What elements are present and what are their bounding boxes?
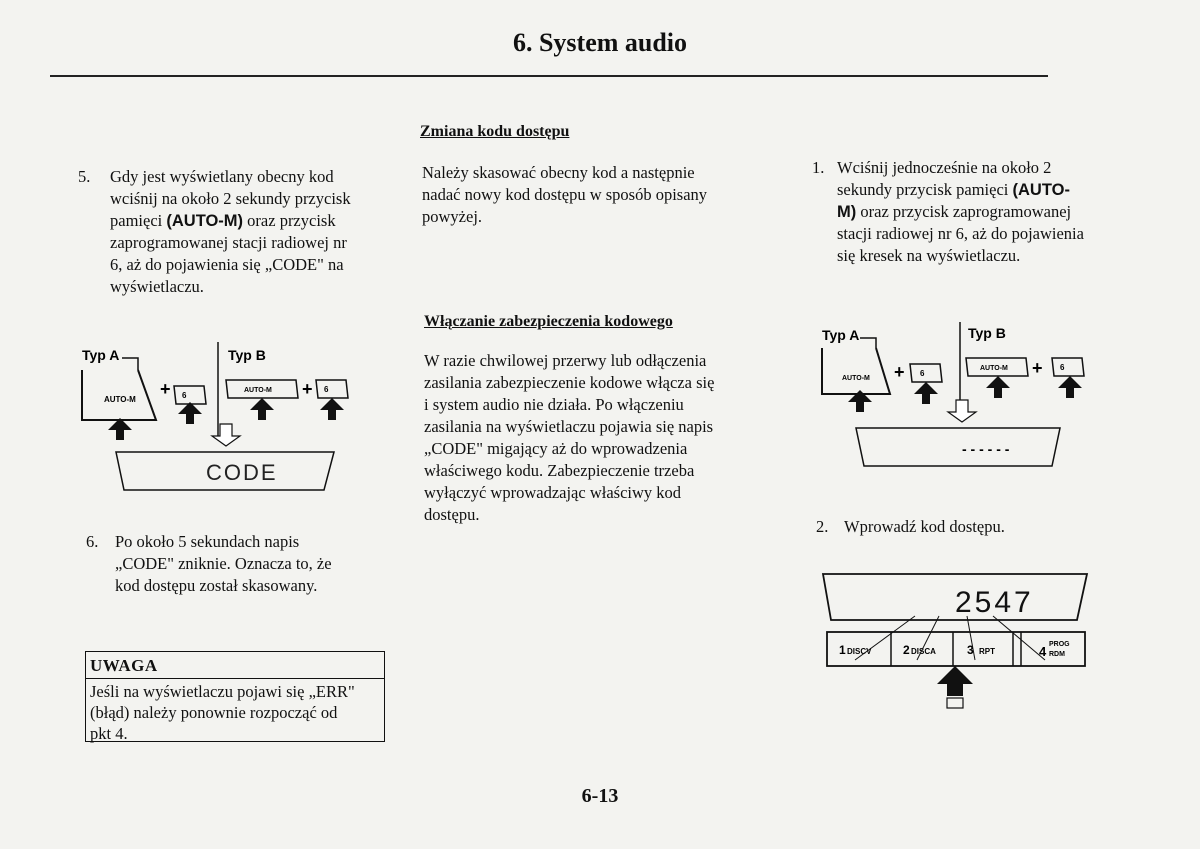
code-set-diagram-left [76,340,376,500]
page-title: 6. System audio [512,28,688,57]
automem-button-a: AUTO-M [842,375,870,382]
step-number: 5. [78,167,91,186]
header-rule [50,75,1048,77]
down-arrow-icon [948,400,976,422]
type-a-label: Typ A [822,327,860,343]
step-number: 1. [812,158,825,177]
preset-6-button-b: 6 [1060,363,1065,372]
down-arrow-icon [212,424,240,446]
section-heading-change-code: Zmiana kodu dostępu [420,123,570,140]
type-b-label: Typ B [228,347,266,363]
type-b-label: Typ B [968,325,1006,341]
svg-text:+: + [160,379,171,399]
preset-button-1 [839,643,872,657]
svg-text:PROG: PROG [1049,641,1070,648]
radio-display [856,428,1060,466]
code-entry-diagram [815,568,1105,713]
preset-button-3 [967,643,995,657]
code-set-diagram-right [820,320,1100,470]
svg-text:+: + [302,379,313,399]
warning-note [85,651,385,742]
svg-text:DISCA: DISCA [911,647,936,656]
section-heading-code-protection: Włączanie zabezpieczenia kodowego [424,313,673,330]
automem-button-a: AUTO-M [104,395,136,404]
preset-6-button-a: 6 [920,369,925,378]
page-number: 6-13 [581,785,619,807]
preset-6-button-b: 6 [324,385,329,394]
display-code-value: 2547 [955,586,1034,619]
svg-text:3: 3 [967,643,974,657]
note-title: UWAGA [86,652,384,679]
automem-button-b: AUTO-M [244,387,272,394]
code-protection-paragraph: W razie chwilowej przerwy lub odłączenia zasilania zabezpieczenie kodowe włącza się i system audio nie działa. Po włączeniu zasilania na wyświetlaczu pojawia się napis „CODE" migający aż do wprowadzenia właściwego kodu. Zabezpieczenie trzeba wyłączyć wprowadzając właściwy kod dostępu. [424,351,715,524]
note-body: Jeśli na wyświetlaczu pojawi się „ERR" (błąd) należy ponownie rozpocząć od pkt 4. [90,682,355,743]
svg-text:1: 1 [839,643,846,657]
svg-text:RDM: RDM [1049,651,1065,658]
svg-text:2: 2 [903,643,910,657]
type-a-label: Typ A [82,347,120,363]
svg-text:RPT: RPT [979,647,995,656]
step-number: 6. [86,532,99,551]
preset-button-4 [1039,641,1070,659]
step-5-text: Gdy jest wyświetlany obecny kod wciśnij na około 2 sekundy przycisk pamięci (AUTO-M) oraz przycisk zaprogramowanej stacji radiowej nr 6, aż do pojawienia się „CODE" na wyświetlaczu. [110,167,351,296]
press-arrow-icon [937,666,973,696]
svg-text:+: + [894,362,905,382]
display-code-text: CODE [206,460,278,485]
step-5 [78,166,373,296]
change-code-paragraph: Należy skasować obecny kod a następnie nadać nowy kod dostępu w sposób opisany powyżej. [422,163,708,226]
svg-text:DISCV: DISCV [847,647,872,656]
display-dashes-text: - - - - - - [962,441,1010,457]
preset-6-button-a: 6 [182,391,187,400]
step-2-text: Wprowadź kod dostępu. [844,517,1005,536]
automem-button-b: AUTO-M [980,365,1008,372]
svg-text:+: + [1032,358,1043,378]
svg-text:4: 4 [1039,644,1047,659]
step-number: 2. [816,517,829,536]
